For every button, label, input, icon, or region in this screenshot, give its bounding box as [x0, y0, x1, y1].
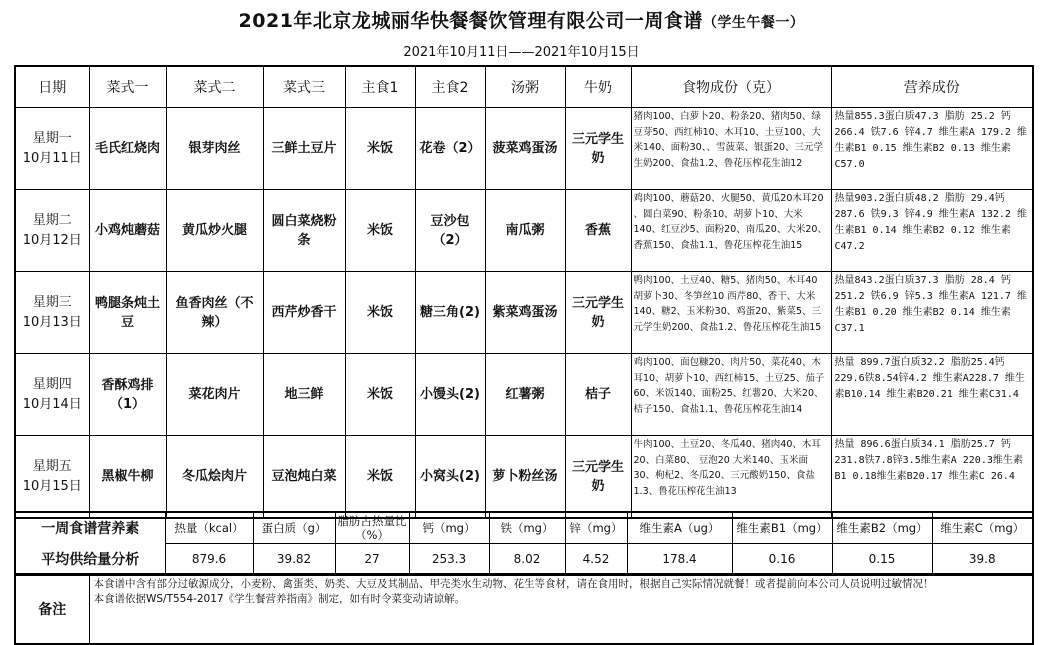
nutrition-header: 维生素B1（mg）	[732, 512, 832, 544]
weekday: 星期一	[32, 130, 72, 146]
header-staple2: 主食2	[415, 66, 485, 108]
nutrition-header: 热量（kcal）	[165, 512, 253, 544]
staple2-cell: 花卷（2）	[415, 108, 485, 190]
weekly-menu-table	[14, 65, 1034, 519]
header-nutrition: 营养成份	[831, 66, 1033, 108]
date: 10月11日	[22, 150, 82, 166]
nutrition-label-line1: 一周食谱营养素	[15, 512, 165, 544]
staple1-cell: 米饭	[345, 272, 415, 354]
dish3-cell: 圆白菜烧粉条	[263, 190, 345, 272]
milk-cell: 三元学生奶	[565, 436, 631, 519]
nutrition-value: 8.02	[489, 544, 565, 576]
table-row	[15, 190, 1033, 272]
nutrition-label-line2: 平均供给量分析	[15, 544, 165, 576]
header-ingredients: 食物成份（克）	[631, 66, 831, 108]
milk-cell: 三元学生奶	[565, 272, 631, 354]
date-range: 2021年10月11日——2021年10月15日	[403, 45, 640, 60]
dish3-cell: 西芹炒香干	[263, 272, 345, 354]
dish3-cell: 豆泡炖白菜	[263, 436, 345, 519]
date: 10月15日	[22, 478, 82, 494]
weekly-nutrition-table	[14, 511, 1034, 576]
header-date: 日期	[15, 66, 89, 108]
guideline-note: 本食谱依据WS/T554-2017《学生餐营养指南》制定，如有时令菜变动请谅解。	[93, 593, 466, 605]
day-cell	[15, 436, 89, 519]
nutrition-value: 27	[335, 544, 409, 576]
weekday: 星期四	[32, 376, 72, 392]
table-row	[15, 436, 1033, 519]
header-milk: 牛奶	[565, 66, 631, 108]
dish2-cell: 冬瓜烩肉片	[166, 436, 263, 519]
nutrition-header: 钙（mg）	[409, 512, 489, 544]
nutrition-value: 253.3	[409, 544, 489, 576]
nutrition-values-row	[15, 544, 1033, 576]
day-cell	[15, 108, 89, 190]
dish1-cell: 毛氏红烧肉	[89, 108, 166, 190]
header-dish1: 菜式一	[89, 66, 166, 108]
nutrition-header-row	[15, 512, 1033, 544]
nutrition-cell: 热量 896.6蛋白质34.1 脂肪25.7 钙231.8铁7.8锌3.5维生素A 220.3维生素B1 0.18维生素B20.17 维生素C 26.4	[831, 436, 1033, 519]
nutrition-header: 维生素C（mg）	[932, 512, 1033, 544]
milk-cell: 香蕉	[565, 190, 631, 272]
table-row	[15, 272, 1033, 354]
nutrition-value: 0.16	[732, 544, 832, 576]
staple1-cell: 米饭	[345, 436, 415, 519]
title-sub: （学生午餐一）	[702, 15, 805, 31]
dish1-cell: 鸭腿条炖土豆	[89, 272, 166, 354]
nutrition-header: 锌（mg）	[565, 512, 627, 544]
soup-cell: 红薯粥	[485, 354, 565, 436]
staple2-cell: 糖三角(2)	[415, 272, 485, 354]
ingredients-cell: 猪肉100、白萝卜20、粉条20、猪肉50、绿豆芽50、西红柿10、木耳10、土豆100、大米140、面粉30、、雪菠菜、银蛋20、三元学生奶200、食盐1.2、鲁花压榨花生油12	[631, 108, 831, 190]
menu-header-row	[15, 66, 1033, 108]
staple2-cell: 豆沙包（2）	[415, 190, 485, 272]
dish2-cell: 菜花肉片	[166, 354, 263, 436]
nutrition-header: 维生素A（ug）	[627, 512, 732, 544]
soup-cell: 紫菜鸡蛋汤	[485, 272, 565, 354]
staple2-cell: 小馒头(2)	[415, 354, 485, 436]
title-main: 2021年北京龙城丽华快餐餐饮管理有限公司一周食谱	[238, 10, 703, 32]
notes-table	[14, 573, 1034, 645]
date: 10月12日	[22, 232, 82, 248]
nutrition-value: 39.82	[253, 544, 335, 576]
notes-text	[89, 574, 1033, 644]
header-dish2: 菜式二	[166, 66, 263, 108]
dish3-cell: 三鲜土豆片	[263, 108, 345, 190]
ingredients-cell: 鸭肉100、土豆40、糖5、猪肉50、木耳40 胡萝卜30、冬笋丝10 西芹80、香干、大米140、糖2、玉米粉30、鸡蛋20、紫菜5、三元学生奶200、食盐1.2、鲁花压榨花生油15	[631, 272, 831, 354]
header-soup: 汤粥	[485, 66, 565, 108]
notes-row	[15, 574, 1033, 644]
ingredients-cell: 牛肉100、土豆20、冬瓜40、猪肉40、木耳20、白菜80、 豆泡20 大米140、玉米面30、枸杞2、冬瓜20、三元酸奶150、食盐1.3、鲁花压榨花生油13	[631, 436, 831, 519]
soup-cell: 南瓜粥	[485, 190, 565, 272]
header-staple1: 主食1	[345, 66, 415, 108]
nutrition-header: 铁（mg）	[489, 512, 565, 544]
staple1-cell: 米饭	[345, 190, 415, 272]
ingredients-cell: 鸡肉100、面包糠20、肉片50、菜花40、木耳10、胡萝卜10、西红柿15、土豆25、茄子60、米饭140、面粉25、红薯20、大米20、桔子150、食盐1.1、鲁花压榨花生油14	[631, 354, 831, 436]
nutrition-value: 178.4	[627, 544, 732, 576]
dish1-cell: 小鸡炖蘑菇	[89, 190, 166, 272]
date: 10月14日	[22, 396, 82, 412]
nutrition-value: 0.15	[832, 544, 932, 576]
day-cell	[15, 272, 89, 354]
nutrition-value: 39.8	[932, 544, 1033, 576]
soup-cell: 菠菜鸡蛋汤	[485, 108, 565, 190]
dish2-cell: 银芽肉丝	[166, 108, 263, 190]
milk-cell: 三元学生奶	[565, 108, 631, 190]
milk-cell: 桔子	[565, 354, 631, 436]
nutrition-header: 蛋白质（g）	[253, 512, 335, 544]
allergen-note: 本食谱中含有部分过敏源成分，小麦粉、禽蛋类、奶类、大豆及其制品、甲壳类水生动物、花生等食材，请在食用时，根据自己实际情况就餐！或者提前向本公司人员说明过敏情况！	[93, 578, 934, 590]
weekday: 星期五	[32, 458, 72, 474]
nutrition-cell: 热量903.2蛋白质48.2 脂肪 29.4钙 287.6 铁9.3 锌4.9 维生素A 132.2 维生素B1 0.14 维生素B2 0.12 维生素C47.2	[831, 190, 1033, 272]
dish2-cell: 鱼香肉丝（不辣）	[166, 272, 263, 354]
dish2-cell: 黄瓜炒火腿	[166, 190, 263, 272]
weekday: 星期三	[32, 294, 72, 310]
dish1-cell: 黑椒牛柳	[89, 436, 166, 519]
page-title	[0, 6, 1043, 33]
nutrition-value: 879.6	[165, 544, 253, 576]
nutrition-header: 脂肪占热量比（%）	[335, 512, 409, 544]
dish3-cell: 地三鲜	[263, 354, 345, 436]
soup-cell: 萝卜粉丝汤	[485, 436, 565, 519]
nutrition-cell: 热量843.2蛋白质37.3 脂肪 28.4 钙 251.2 铁6.9 锌5.3 维生素A 121.7 维生素B1 0.20 维生素B2 0.14 维生素C37.1	[831, 272, 1033, 354]
staple2-cell: 小窝头(2)	[415, 436, 485, 519]
table-row	[15, 354, 1033, 436]
nutrition-header: 维生素B2（mg）	[832, 512, 932, 544]
date: 10月13日	[22, 314, 82, 330]
header-dish3: 菜式三	[263, 66, 345, 108]
nutrition-cell: 热量 899.7蛋白质32.2 脂肪25.4钙229.6铁8.54锌4.2 维生素A228.7 维生素B10.14 维生素B20.21 维生素C31.4	[831, 354, 1033, 436]
ingredients-cell: 鸡肉100、蘑菇20、火腿50、黄瓜20木耳20 、圆白菜90、粉条10、胡萝卜10、大米140、红豆沙5、面粉20、南瓜20、大米20、香蕉150、食盐1.1、鲁花压榨花生油15	[631, 190, 831, 272]
staple1-cell: 米饭	[345, 108, 415, 190]
table-row	[15, 108, 1033, 190]
notes-label: 备注	[15, 574, 89, 644]
nutrition-value: 4.52	[565, 544, 627, 576]
weekday: 星期二	[32, 212, 72, 228]
day-cell	[15, 190, 89, 272]
day-cell	[15, 354, 89, 436]
nutrition-cell: 热量855.3蛋白质47.3 脂肪 25.2 钙266.4 铁7.6 锌4.7 维生素A 179.2 维生素B1 0.15 维生素B2 0.13 维生素C57.0	[831, 108, 1033, 190]
staple1-cell: 米饭	[345, 354, 415, 436]
dish1-cell: 香酥鸡排（1）	[89, 354, 166, 436]
